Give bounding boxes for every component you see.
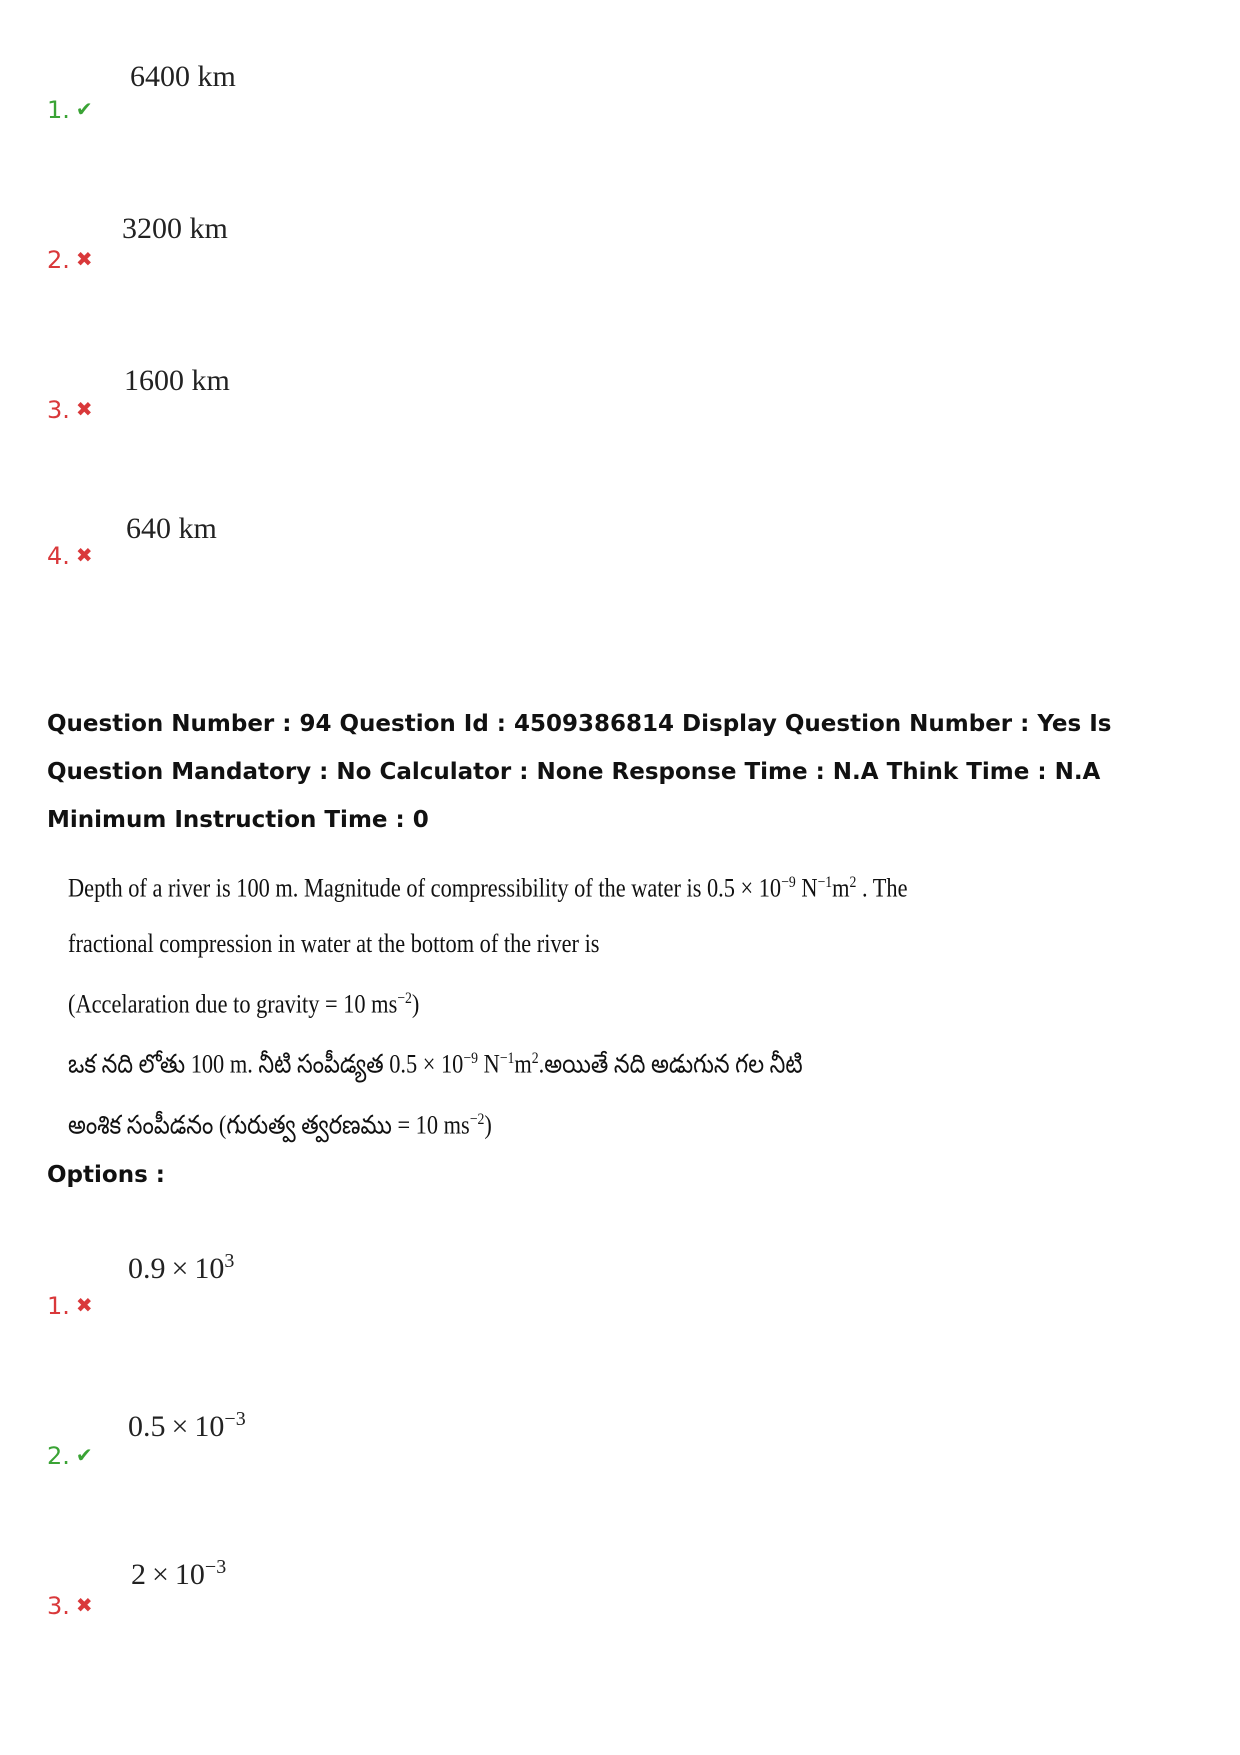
option-value: $0.5 \times 10^{-3}$ — [128, 1408, 246, 1443]
wrong-cross-icon: ✖ — [75, 397, 93, 421]
option-number: 1. ✖ — [47, 1292, 93, 1320]
option-number: 3. ✖ — [47, 1592, 93, 1620]
prev-option-value: 1600 km — [124, 364, 230, 397]
correct-check-icon: ✔ — [75, 1443, 93, 1467]
question-text-en-line3: (Accelaration due to gravity = 10 $ms^{-2}$) — [68, 989, 420, 1019]
prev-option-number: 2. ✖ — [47, 246, 93, 274]
question-text-te-line2: అంశిక సంపీడనం (గురుత్వ త్వరణము = 10 $ms^{-2}$) — [68, 1110, 492, 1140]
question-body — [68, 855, 1068, 1153]
question-text-en-line1: Depth of a river is 100 m. Magnitude of compressibility of the water is $0.5 \times 10^{-9}$ $N^{-1}m^2$ . The — [68, 873, 908, 903]
wrong-cross-icon: ✖ — [75, 543, 93, 567]
prev-option-value: 3200 km — [122, 212, 228, 245]
prev-option-number: 4. ✖ — [47, 542, 93, 570]
prev-option-value: 640 km — [126, 512, 217, 545]
prev-option-value: 6400 km — [130, 60, 236, 93]
wrong-cross-icon: ✖ — [75, 1593, 93, 1617]
question-header: Question Number : 94 Question Id : 4509386814 Display Question Number : Yes Is Question Mandatory : No Calculator : None Response Time : N.A Think Time : N.A Minimum Instruction Time : 0 — [47, 711, 1112, 833]
option-value: $2 \times 10^{-3}$ — [131, 1556, 227, 1591]
wrong-cross-icon: ✖ — [75, 1293, 93, 1317]
correct-check-icon: ✔ — [75, 97, 93, 121]
option-value: $0.9 \times 10^3$ — [128, 1250, 235, 1285]
wrong-cross-icon: ✖ — [75, 247, 93, 271]
question-text-te-line1: ఒక నది లోతు 100 m. నీటి సంపీడ్యత $0.5 \times 10^{-9}$ $N^{-1}m^2.అయితే$ నది అడుగున గల నీటి — [68, 1049, 803, 1079]
prev-option-number: 1. ✔ — [47, 96, 93, 124]
options-label: Options : — [47, 1162, 165, 1188]
option-number: 2. ✔ — [47, 1442, 93, 1470]
prev-option-number: 3. ✖ — [47, 396, 93, 424]
question-text-en-line2: fractional compression in water at the bottom of the river is — [68, 928, 600, 958]
